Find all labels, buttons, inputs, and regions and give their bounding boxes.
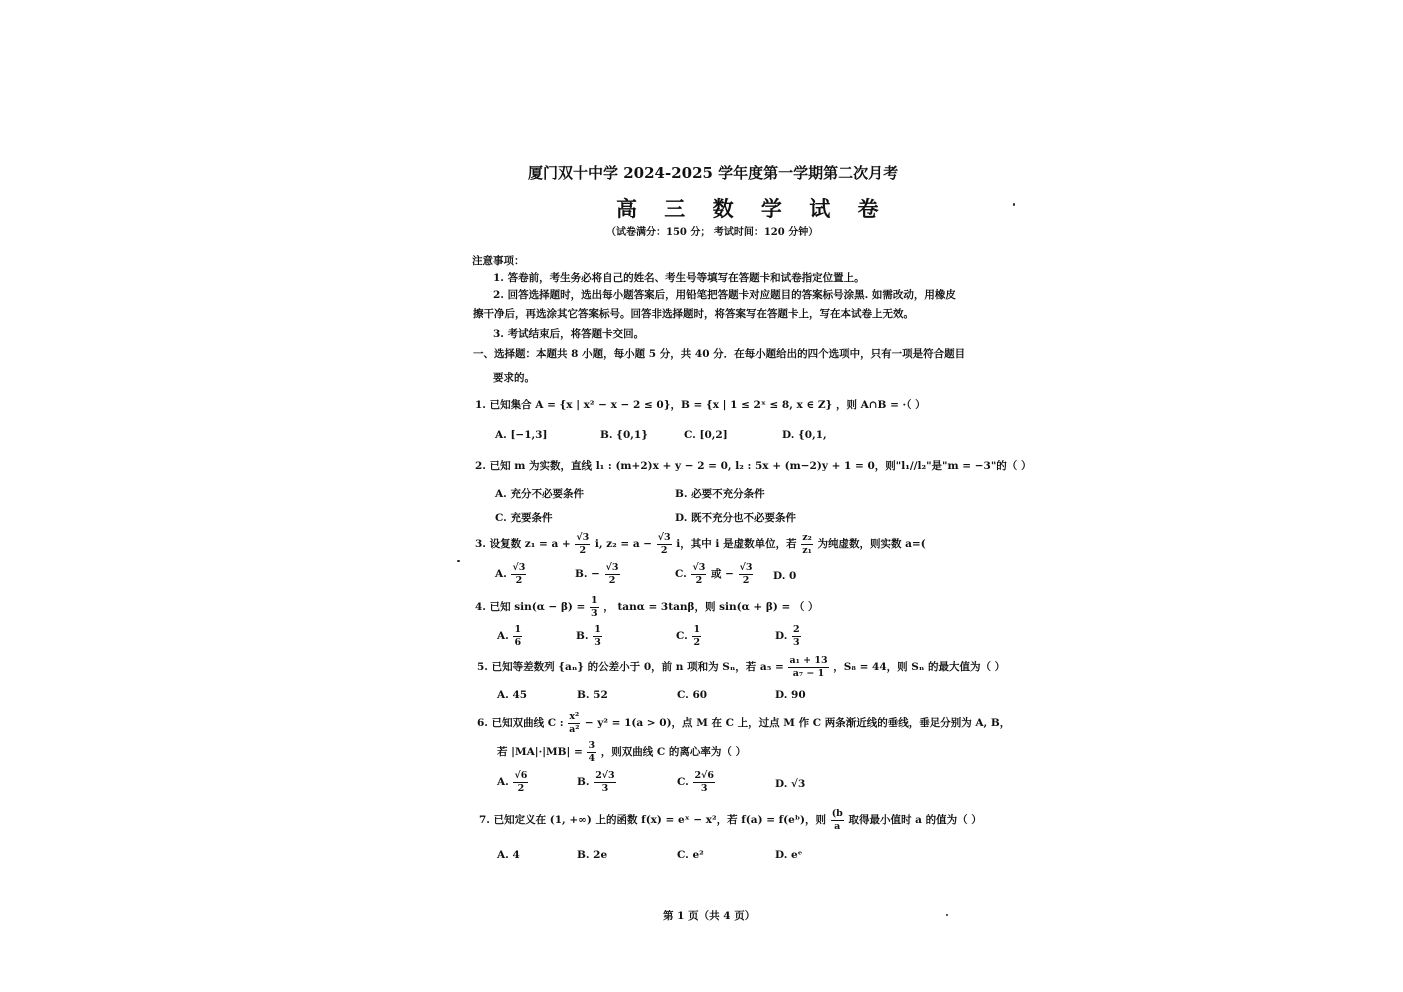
fraction: $\frac{√3}{2}$ <box>605 562 619 586</box>
q6-option-d: D. √3 <box>775 778 806 790</box>
q2-option-b: B. 必要不充分条件 <box>675 488 765 500</box>
q6-option-b: B. $\frac{2√3}{3}$ <box>577 770 615 794</box>
fraction: $\frac{1}{6}$ <box>514 624 522 648</box>
fraction: $\frac{√3}{2}$ <box>512 562 526 586</box>
q5-option-a: A. 45 <box>497 689 528 701</box>
fraction: $\frac{\text{x²}}{\text{a²}}$ <box>569 711 580 735</box>
notes-item-1: 1. 答卷前，考生务必将自己的姓名、考生号等填写在答题卡和试卷指定位置上。 <box>493 272 865 284</box>
scan-speck <box>946 914 948 916</box>
q5-option-d: D. 90 <box>775 689 806 701</box>
school-title: 厦门双十中学 2024-2025 学年度第一学期第二次月考 <box>528 164 899 182</box>
q1-stem: 1. 已知集合 A = {x | x² − x − 2 ≤ 0}，B = {x | 1 ≤ 2ˣ ≤ 8, x ∈ Z} ，则 A∩B = ·（ ） <box>475 399 926 411</box>
q1-option-c: C. [0,2] <box>684 429 728 441</box>
exam-info: （试卷满分：150 分； 考试时间：120 分钟） <box>606 227 819 238</box>
section1-line2: 要求的。 <box>493 372 535 384</box>
fraction: $\frac{√6}{2}$ <box>514 770 528 794</box>
q7-option-d: D. eᵉ <box>775 849 803 861</box>
fraction: $\frac{2√3}{3}$ <box>595 770 615 794</box>
scan-speck <box>457 560 460 562</box>
notes-item-2a: 2. 回答选择题时，选出每小题答案后，用铅笔把答题卡对应题目的答案标号涂黑. 如需改动，用橡皮 <box>493 289 956 301</box>
q1-option-d: D. {0,1, <box>782 429 827 441</box>
q1-option-b: B. {0,1} <box>600 429 648 441</box>
exam-title: 高 三 数 学 试 卷 <box>616 196 889 221</box>
q4-option-b: B. $\frac{1}{3}$ <box>576 624 601 648</box>
q6-line2: 若 |MA|·|MB| = $\frac{3}{4}$ ，则双曲线 C 的离心率为（ ） <box>497 740 747 764</box>
fraction: $\frac{√3}{2}$ <box>657 532 671 556</box>
q7-option-c: C. e² <box>677 849 704 861</box>
q6-option-a: A. $\frac{√6}{2}$ <box>497 770 528 794</box>
fraction: $\frac{1}{2}$ <box>693 624 701 648</box>
fraction: $\frac{\text{z₂}}{\text{z₁}}$ <box>802 532 812 556</box>
fraction: $\frac{(b}{a}$ <box>831 808 843 832</box>
q1-option-a: A. [−1,3] <box>495 429 548 441</box>
q7-option-b: B. 2e <box>577 849 608 861</box>
q2-stem: 2. 已知 m 为实数，直线 l₁ : (m+2)x + y − 2 = 0, l₂ : 5x + (m−2)y + 1 = 0，则"l₁//l₂"是"m = −3"的（ ） <box>475 460 1032 472</box>
q2-option-c: C. 充要条件 <box>495 512 553 524</box>
q2-option-a: A. 充分不必要条件 <box>495 488 584 500</box>
fraction: $\frac{1}{3}$ <box>591 595 598 619</box>
q4-option-d: D. $\frac{2}{3}$ <box>775 624 800 648</box>
q4-option-c: C. $\frac{1}{2}$ <box>676 624 701 648</box>
scan-speck <box>1013 203 1015 206</box>
q2-option-d: D. 既不充分也不必要条件 <box>675 512 797 524</box>
fraction: $\frac{2√6}{3}$ <box>694 770 714 794</box>
q3-stem: 3. 设复数 z₁ = a + $\frac{√3}{2}$ i, z₂ = a − $\frac{√3}{2}$ i，其中 i 是虚数单位，若 $\frac{\text{z₂}}{\text{z₁}}$ 为纯虚数，则实数 a=( <box>475 532 926 556</box>
section1-line1: 一、选择题：本题共 8 小题，每小题 5 分，共 40 分．在每小题给出的四个选项中，只有一项是符合题目 <box>473 348 966 360</box>
notes-item-3: 3. 考试结束后，将答题卡交回。 <box>493 328 645 340</box>
q3-option-c: C. $\frac{√3}{2}$ 或 − $\frac{√3}{2}$ <box>675 562 753 586</box>
q4-option-a: A. $\frac{1}{6}$ <box>497 624 522 648</box>
page-number: 第 1 页（共 4 页） <box>663 910 756 922</box>
q6-stem: 6. 已知双曲线 C : $\frac{\text{x²}}{\text{a²}}$ − y² = 1(a > 0)，点 M 在 C 上，过点 M 作 C 两条渐近线的垂线，垂足分别为 A, B， <box>477 711 1011 735</box>
fraction: $\frac{3}{4}$ <box>588 740 596 764</box>
fraction: $\frac{√3}{2}$ <box>692 562 706 586</box>
q5-option-b: B. 52 <box>577 689 608 701</box>
q5-option-c: C. 60 <box>677 689 708 701</box>
q7-stem: 7. 已知定义在 (1, +∞) 上的函数 f(x) = eˣ − x²，若 f(a) = f(eᵇ)，则 $\frac{(b}{a}$ 取得最小值时 a 的值为（ ） <box>479 808 982 832</box>
fraction: $\frac{\text{a₁ + 13}}{\text{a₇ − 1}}$ <box>789 655 828 679</box>
q3-option-a: A. $\frac{√3}{2}$ <box>495 562 526 586</box>
q6-option-c: C. $\frac{2√6}{3}$ <box>677 770 714 794</box>
fraction: $\frac{√3}{2}$ <box>576 532 590 556</box>
q3-option-d: D. 0 <box>773 570 797 582</box>
q7-option-a: A. 4 <box>497 849 520 861</box>
q3-option-b: B. − $\frac{√3}{2}$ <box>575 562 619 586</box>
notes-heading: 注意事项： <box>472 255 525 267</box>
fraction: $\frac{1}{3}$ <box>594 624 601 648</box>
q4-stem: 4. 已知 sin(α − β) = $\frac{1}{3}$ ， tanα = 3tanβ，则 sin(α + β) = （ ） <box>475 595 819 619</box>
fraction: $\frac{2}{3}$ <box>793 624 800 648</box>
notes-item-2b: 擦干净后，再选涂其它答案标号。回答非选择题时，将答案写在答题卡上，写在本试卷上无效。 <box>473 308 914 320</box>
fraction: $\frac{√3}{2}$ <box>739 562 753 586</box>
q5-stem: 5. 已知等差数列 {aₙ} 的公差小于 0，前 n 项和为 Sₙ，若 a₅ = $\frac{\text{a₁ + 13}}{\text{a₇ − 1}}$ ，S₈ = 44，则 Sₙ 的最大值为（ ） <box>477 655 1006 679</box>
